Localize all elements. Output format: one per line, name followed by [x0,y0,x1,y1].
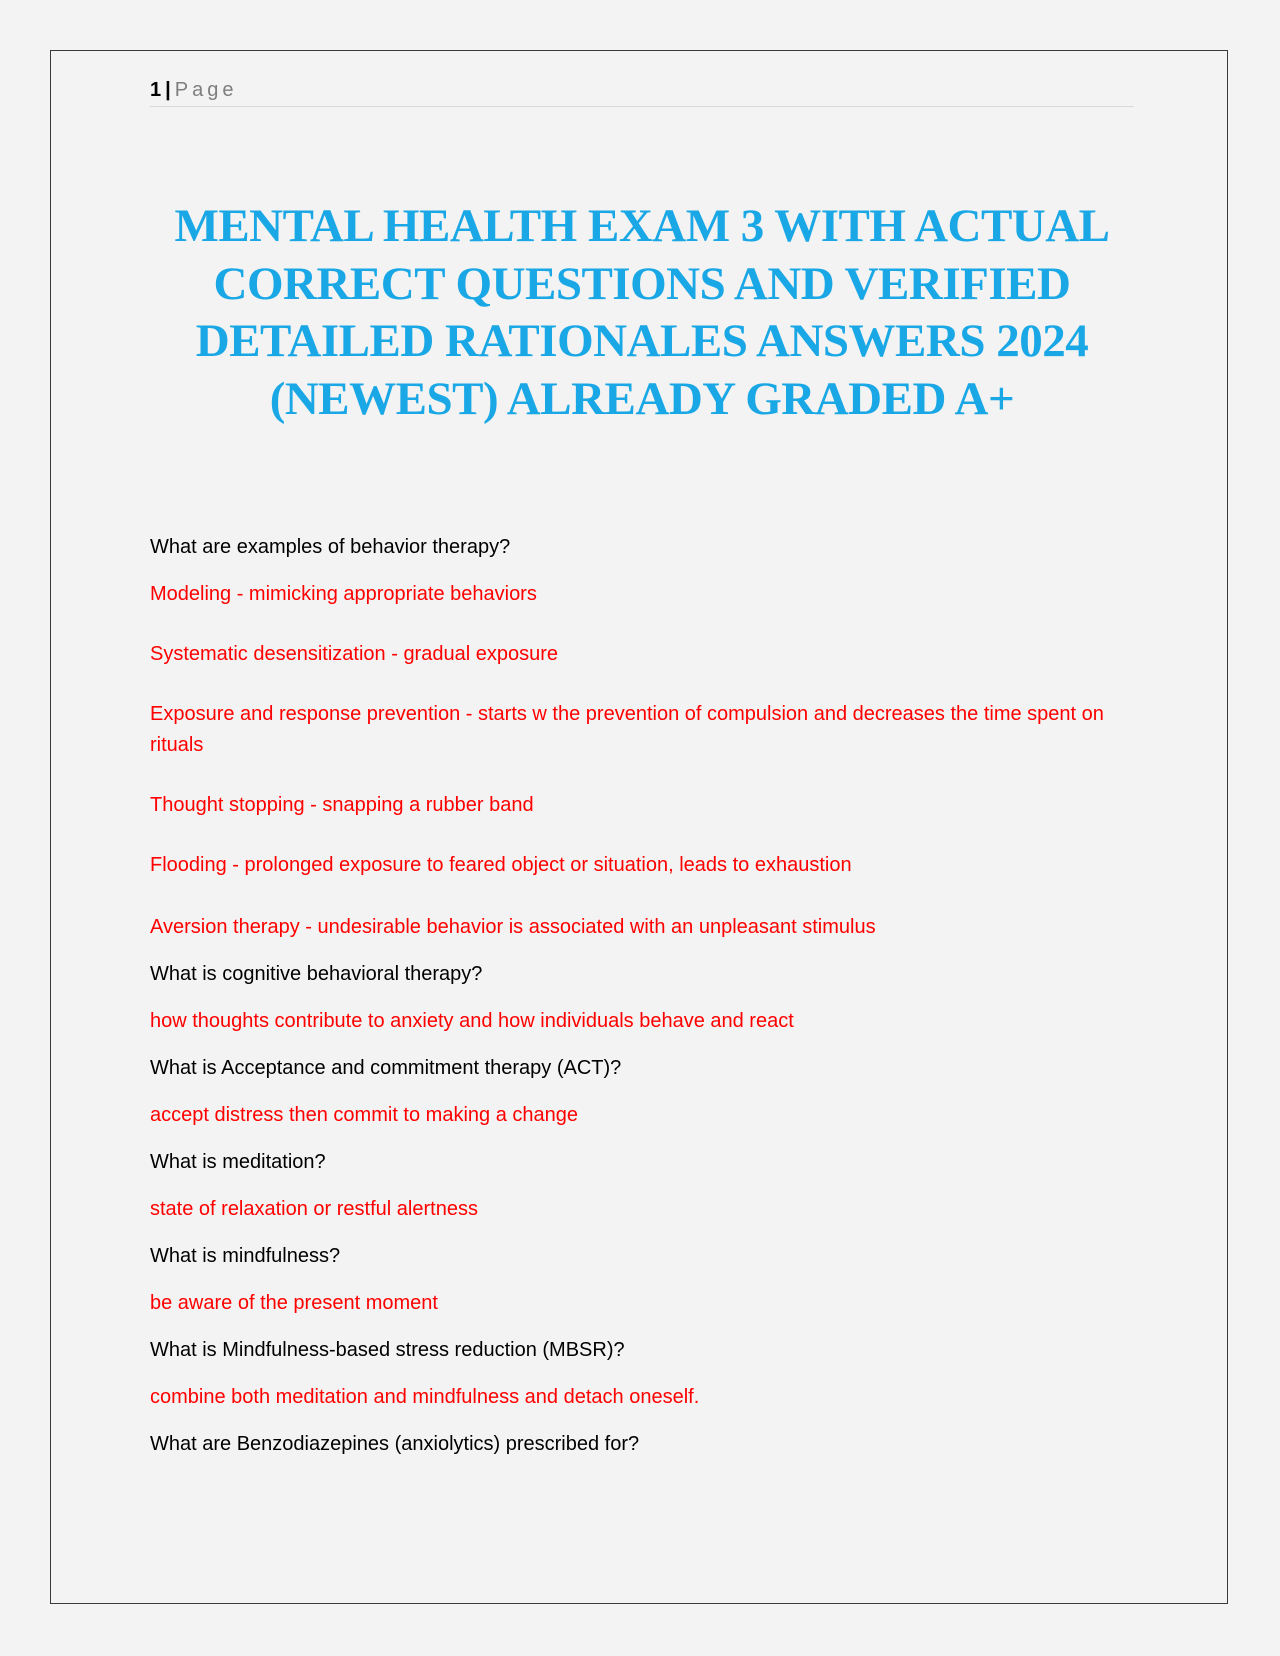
answer: accept distress then commit to making a change [150,1104,578,1126]
page-label: Page [174,79,238,101]
answer: state of relaxation or restful alertness [150,1198,478,1220]
answer: Aversion therapy - undesirable behavior is associated with an unpleasant stimulus [150,916,876,938]
answer: Modeling - mimicking appropriate behaviors [150,583,537,605]
question: What are Benzodiazepines (anxiolytics) prescribed for? [150,1433,640,1455]
answer: Systematic desensitization - gradual exposure [150,643,558,665]
question: What is mindfulness? [150,1245,341,1267]
page-header [150,76,1134,107]
answer: Exposure and response prevention - starts w the prevention of compulsion and decreases the time spent on rituals [150,703,1104,756]
question: What is cognitive behavioral therapy? [150,963,483,985]
answer: combine both meditation and mindfulness and detach oneself. [150,1386,700,1408]
answer: Thought stopping - snapping a rubber band [150,794,534,816]
question: What is Acceptance and commitment therapy (ACT)? [150,1057,622,1079]
header-separator: | [165,79,171,101]
answer: how thoughts contribute to anxiety and how individuals behave and react [150,1010,794,1032]
question: What is Mindfulness-based stress reduction (MBSR)? [150,1339,625,1361]
answer: be aware of the present moment [150,1292,438,1314]
page-number: 1 [150,79,162,101]
question: What are examples of behavior therapy? [150,536,511,558]
document-title: MENTAL HEALTH EXAM 3 WITH ACTUAL CORRECT QUESTIONS AND VERIFIED DETAILED RATIONALES ANSWERS 2024 (NEWEST) ALREADY GRADED A+ [174,200,1110,425]
answer: Flooding - prolonged exposure to feared object or situation, leads to exhaustion [150,854,852,876]
question: What is meditation? [150,1151,326,1173]
